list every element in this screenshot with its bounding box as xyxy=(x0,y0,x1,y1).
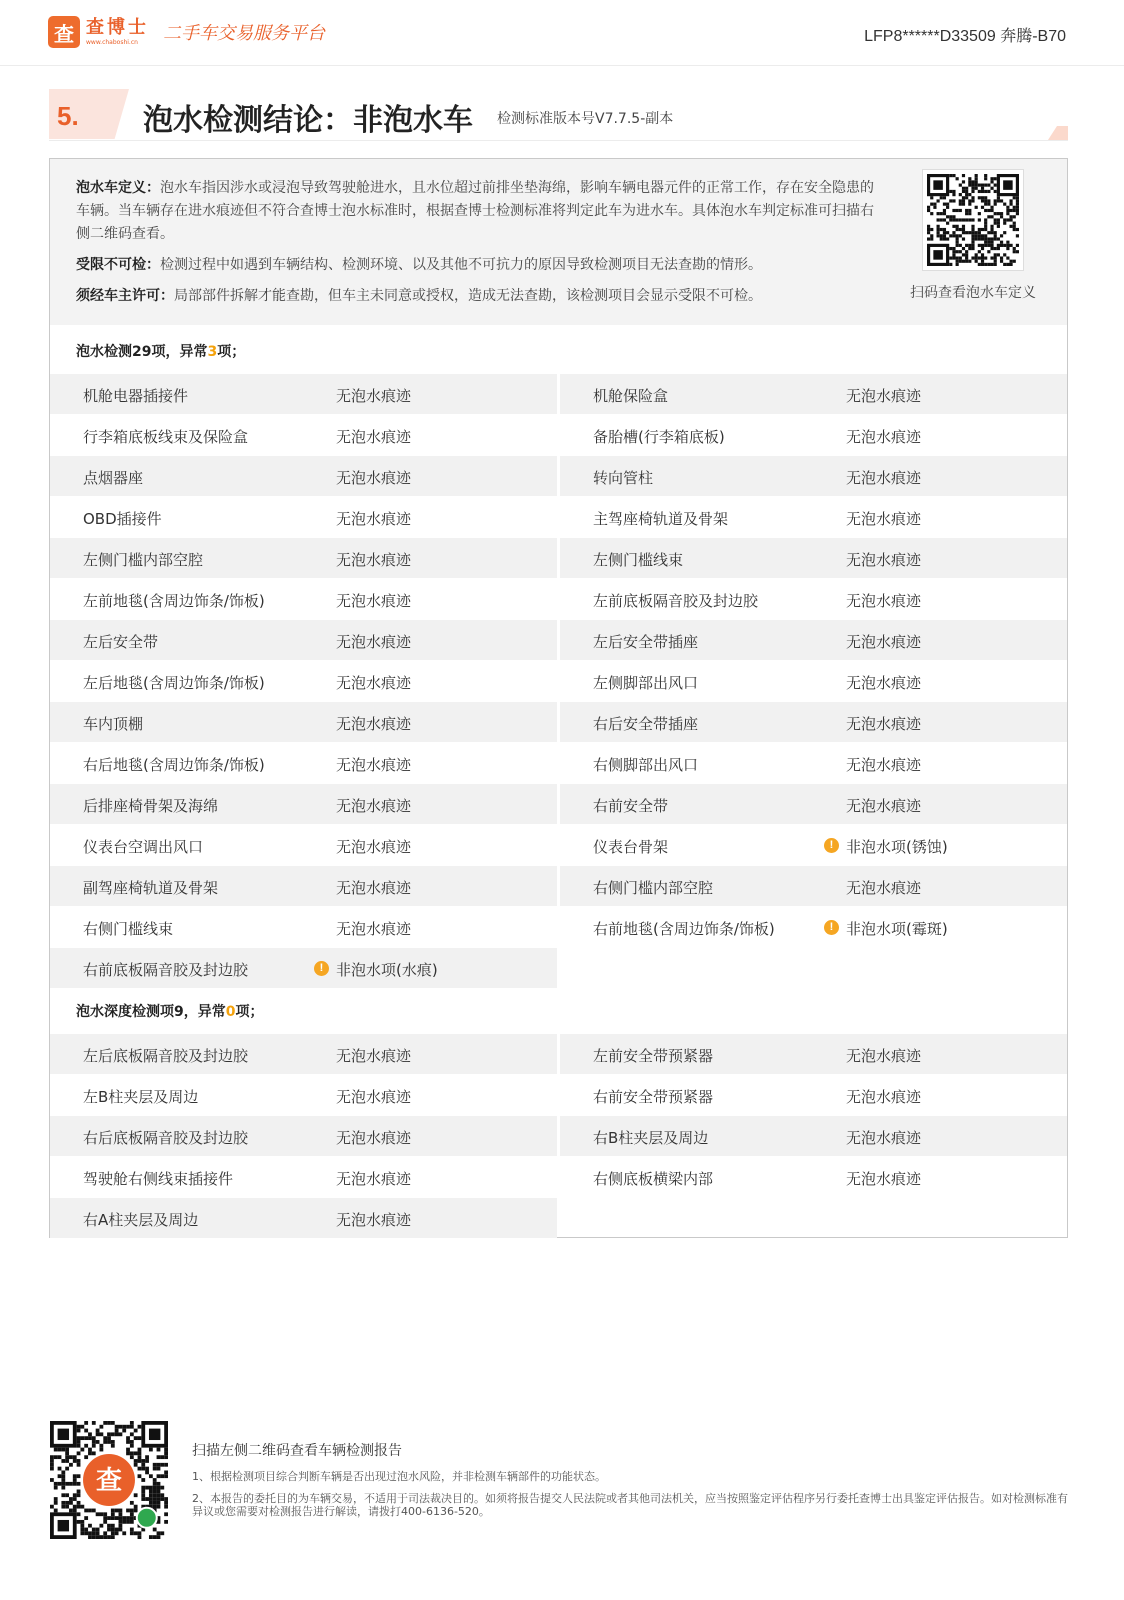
section-title-bar xyxy=(49,89,1068,141)
check-item xyxy=(560,907,1067,947)
check-item xyxy=(50,579,557,619)
check-item xyxy=(560,743,1067,783)
check-item-result: 无泡水痕迹 xyxy=(846,592,922,610)
table-row xyxy=(50,620,1067,661)
abnormal-count: 3 xyxy=(207,344,218,360)
footer-note-1: 1、根据检测项目综合判断车辆是否出现过泡水风险，并非检测车辆部件的功能状态。 xyxy=(192,1470,606,1483)
definitions-text xyxy=(76,177,886,316)
check-item-result: 无泡水痕迹 xyxy=(846,633,922,651)
check-item-name: 左侧脚部出风口 xyxy=(593,674,699,692)
check-item-result: 无泡水痕迹 xyxy=(336,1170,412,1188)
check-item-result: 无泡水痕迹 xyxy=(846,715,922,733)
check-item-name: 右后安全带插座 xyxy=(593,715,699,733)
table-row xyxy=(50,1034,1067,1075)
warning-icon: ! xyxy=(824,920,839,935)
table-row xyxy=(50,1116,1067,1157)
check-item-name: 副驾座椅轨道及骨架 xyxy=(83,879,219,897)
section-number: 5. xyxy=(57,101,79,131)
definition-restricted: 受限不可检：检测过程中如遇到车辆结构、检测环境、以及其他不可抗力的原因导致检测项目无法查勘的情形。 xyxy=(76,257,762,273)
inspection-panel xyxy=(49,158,1068,1238)
check-item-name: 左后底板隔音胶及封边胶 xyxy=(83,1047,249,1065)
check-item xyxy=(50,415,557,455)
table-row xyxy=(50,784,1067,825)
check-item-name: 左后安全带插座 xyxy=(593,633,699,651)
flood-check-table xyxy=(50,374,1067,989)
table-row xyxy=(50,374,1067,415)
check-item-result: 无泡水痕迹 xyxy=(846,428,922,446)
check-item-name: 后排座椅骨架及海绵 xyxy=(83,797,219,815)
table-row xyxy=(50,866,1067,907)
check-item-name: 机舱保险盒 xyxy=(593,387,669,405)
warning-icon: ! xyxy=(824,838,839,853)
check-item-result: 无泡水痕迹 xyxy=(336,633,412,651)
table-row xyxy=(50,497,1067,538)
check-item xyxy=(560,497,1067,537)
check-item xyxy=(560,1034,1067,1074)
check-item-result: 无泡水痕迹 xyxy=(846,797,922,815)
check-item-name: 转向管柱 xyxy=(593,469,654,487)
check-item xyxy=(50,661,557,701)
check-item-name: 右前底板隔音胶及封边胶 xyxy=(83,961,249,979)
check-item-result: 无泡水痕迹 xyxy=(336,838,412,856)
check-item-name: 右前安全带预紧器 xyxy=(593,1088,714,1106)
check-item-name: 主驾座椅轨道及骨架 xyxy=(593,510,729,528)
definitions-box xyxy=(50,159,1067,325)
abnormal-count: 0 xyxy=(225,1004,236,1020)
qr-caption: 扫码查看泡水车定义 xyxy=(910,285,1036,301)
group-depth-heading: 泡水深度检测项9，异常0项； xyxy=(76,1004,264,1020)
check-item-name: 右后地毯(含周边饰条/饰板) xyxy=(83,756,265,774)
check-item-name: 机舱电器插接件 xyxy=(83,387,189,405)
check-item xyxy=(50,702,557,742)
check-item-result: 无泡水痕迹 xyxy=(336,879,412,897)
table-row xyxy=(50,579,1067,620)
brand-slogan: 二手车交易服务平台 xyxy=(163,23,325,44)
check-item-name: 点烟器座 xyxy=(83,469,144,487)
check-item xyxy=(560,456,1067,496)
svg-text:查: 查 xyxy=(95,1466,123,1496)
check-item-result: 无泡水痕迹 xyxy=(336,592,412,610)
empty-cell xyxy=(560,948,1067,988)
warning-icon: ! xyxy=(314,961,329,976)
check-item-result: 无泡水痕迹 xyxy=(336,387,412,405)
check-item-result: 无泡水痕迹 xyxy=(846,674,922,692)
check-item-name: 右侧底板横梁内部 xyxy=(593,1170,714,1188)
table-row xyxy=(50,1157,1067,1198)
footer-note-2: 2、本报告的委托目的为车辆交易，不适用于司法裁决目的。如须将报告提交人民法院或者其他司法机关，应当按照鉴定评估程序另行委托查博士出具鉴定评估报告。如对检测标准有异议或您需要对检测报告进行解读，请拨打400-6136-520。 xyxy=(192,1492,1068,1518)
check-item xyxy=(50,784,557,824)
check-item-result: 无泡水痕迹 xyxy=(846,387,922,405)
check-item xyxy=(50,948,557,988)
check-item-result: 非泡水项(霉斑) xyxy=(846,920,948,938)
table-row xyxy=(50,456,1067,497)
check-item-name: 左侧门槛内部空腔 xyxy=(83,551,204,569)
check-item-result: 无泡水痕迹 xyxy=(336,469,412,487)
check-item-name: 车内顶棚 xyxy=(83,715,144,733)
vin-info: LFP8******D33509 奔腾-B70 xyxy=(864,28,1066,45)
table-row xyxy=(50,702,1067,743)
check-item-name: 右前地毯(含周边饰条/饰板) xyxy=(593,920,775,938)
check-item xyxy=(50,1198,557,1238)
brand-logo-icon: 查 xyxy=(48,16,80,48)
check-item xyxy=(560,374,1067,414)
check-item xyxy=(560,1116,1067,1156)
check-item xyxy=(50,743,557,783)
check-item-name: 右B柱夹层及周边 xyxy=(593,1129,709,1147)
check-item-result: 无泡水痕迹 xyxy=(336,1211,412,1229)
check-item-name: 右侧门槛内部空腔 xyxy=(593,879,714,897)
check-item-name: 左前地毯(含周边饰条/饰板) xyxy=(83,592,265,610)
definition-owner-permission: 须经车主许可：局部部件拆解才能查勘，但车主未同意或授权，造成无法查勘，该检测项目会显示受限不可检。 xyxy=(76,288,762,304)
check-item-result: 无泡水痕迹 xyxy=(336,1129,412,1147)
check-item-result: 无泡水痕迹 xyxy=(336,920,412,938)
check-item-result: 无泡水痕迹 xyxy=(336,551,412,569)
check-item-result: 无泡水痕迹 xyxy=(336,756,412,774)
check-item-result: 无泡水痕迹 xyxy=(846,1129,922,1147)
check-item-name: OBD插接件 xyxy=(83,510,162,528)
check-item xyxy=(50,1075,557,1115)
check-item-result: 无泡水痕迹 xyxy=(846,510,922,528)
depth-check-table xyxy=(50,1034,1067,1239)
check-item xyxy=(560,579,1067,619)
check-item-result: 无泡水痕迹 xyxy=(336,428,412,446)
table-row xyxy=(50,1198,1067,1239)
check-item xyxy=(50,456,557,496)
check-item xyxy=(50,825,557,865)
table-row xyxy=(50,948,1067,989)
report-qr-code[interactable] xyxy=(50,1421,168,1539)
check-item xyxy=(50,374,557,414)
page-title: 泡水检测结论：非泡水车 xyxy=(143,103,473,138)
brand-logo xyxy=(48,16,325,48)
report-header xyxy=(0,0,1124,66)
check-item xyxy=(50,1116,557,1156)
check-item-name: 仪表台空调出风口 xyxy=(83,838,204,856)
check-item-name: 右后底板隔音胶及封边胶 xyxy=(83,1129,249,1147)
check-item-name: 仪表台骨架 xyxy=(593,838,669,856)
check-item-result: 无泡水痕迹 xyxy=(336,1088,412,1106)
brand-url: www.chaboshi.cn xyxy=(86,38,138,46)
check-item xyxy=(560,1157,1067,1197)
check-item xyxy=(50,1034,557,1074)
check-item xyxy=(560,702,1067,742)
check-item-result: 无泡水痕迹 xyxy=(336,1047,412,1065)
check-item xyxy=(560,825,1067,865)
table-row xyxy=(50,907,1067,948)
decorative-corner xyxy=(1048,126,1068,140)
check-item-name: 左后安全带 xyxy=(83,633,159,651)
check-item-name: 右A柱夹层及周边 xyxy=(83,1211,199,1229)
check-item xyxy=(50,497,557,537)
check-item-result: 无泡水痕迹 xyxy=(846,469,922,487)
check-item-result: 无泡水痕迹 xyxy=(336,510,412,528)
check-item-name: 右侧门槛线束 xyxy=(83,920,174,938)
check-item xyxy=(560,620,1067,660)
empty-cell xyxy=(560,1198,1067,1238)
check-item xyxy=(560,415,1067,455)
table-row xyxy=(50,661,1067,702)
check-item-result: 无泡水痕迹 xyxy=(336,797,412,815)
footer-title: 扫描左侧二维码查看车辆检测报告 xyxy=(192,1443,402,1459)
check-item-name: 备胎槽(行李箱底板) xyxy=(593,428,725,446)
check-item-name: 右前安全带 xyxy=(593,797,669,815)
check-item-name: 左侧门槛线束 xyxy=(593,551,684,569)
check-item xyxy=(560,538,1067,578)
check-item-result: 无泡水痕迹 xyxy=(846,879,922,897)
check-item xyxy=(560,866,1067,906)
check-item xyxy=(560,1075,1067,1115)
check-item xyxy=(50,1157,557,1197)
check-item-result: 非泡水项(锈蚀) xyxy=(846,838,948,856)
table-row xyxy=(50,415,1067,456)
check-item xyxy=(50,538,557,578)
table-row xyxy=(50,538,1067,579)
check-item-name: 驾驶舱右侧线束插接件 xyxy=(83,1170,234,1188)
check-item xyxy=(50,866,557,906)
group-flood-heading: 泡水检测29项，异常3项； xyxy=(76,344,246,360)
definition-qr-code[interactable] xyxy=(922,169,1024,271)
check-item xyxy=(560,784,1067,824)
standard-version: 检测标准版本号V7.7.5-副本 xyxy=(497,111,674,127)
table-row xyxy=(50,1075,1067,1116)
check-item-result: 无泡水痕迹 xyxy=(846,551,922,569)
check-item xyxy=(560,661,1067,701)
check-item-result: 无泡水痕迹 xyxy=(846,1170,922,1188)
brand-name: 查博士 xyxy=(86,16,149,38)
table-row xyxy=(50,825,1067,866)
check-item-name: 左前安全带预紧器 xyxy=(593,1047,714,1065)
check-item-result: 无泡水痕迹 xyxy=(336,715,412,733)
check-item-name: 行李箱底板线束及保险盒 xyxy=(83,428,249,446)
table-row xyxy=(50,743,1067,784)
check-item xyxy=(50,620,557,660)
check-item-result: 无泡水痕迹 xyxy=(336,674,412,692)
check-item-name: 左后地毯(含周边饰条/饰板) xyxy=(83,674,265,692)
definition-flood-car: 泡水车定义：泡水车指因涉水或浸泡导致驾驶舱进水，且水位超过前排坐垫海绵，影响车辆电器元件的正常工作，存在安全隐患的车辆。当车辆存在进水痕迹但不符合查博士泡水标准时，根据查博士检测标准将判定此车为进水车。具体泡水车判定标准可扫描右侧二维码查看。 xyxy=(76,180,874,242)
check-item-result: 无泡水痕迹 xyxy=(846,1047,922,1065)
check-item-name: 右侧脚部出风口 xyxy=(593,756,699,774)
check-item-result: 无泡水痕迹 xyxy=(846,756,922,774)
check-item-result: 无泡水痕迹 xyxy=(846,1088,922,1106)
check-item-name: 左B柱夹层及周边 xyxy=(83,1088,199,1106)
check-item xyxy=(50,907,557,947)
check-item-name: 左前底板隔音胶及封边胶 xyxy=(593,592,759,610)
check-item-result: 非泡水项(水痕) xyxy=(336,961,438,979)
